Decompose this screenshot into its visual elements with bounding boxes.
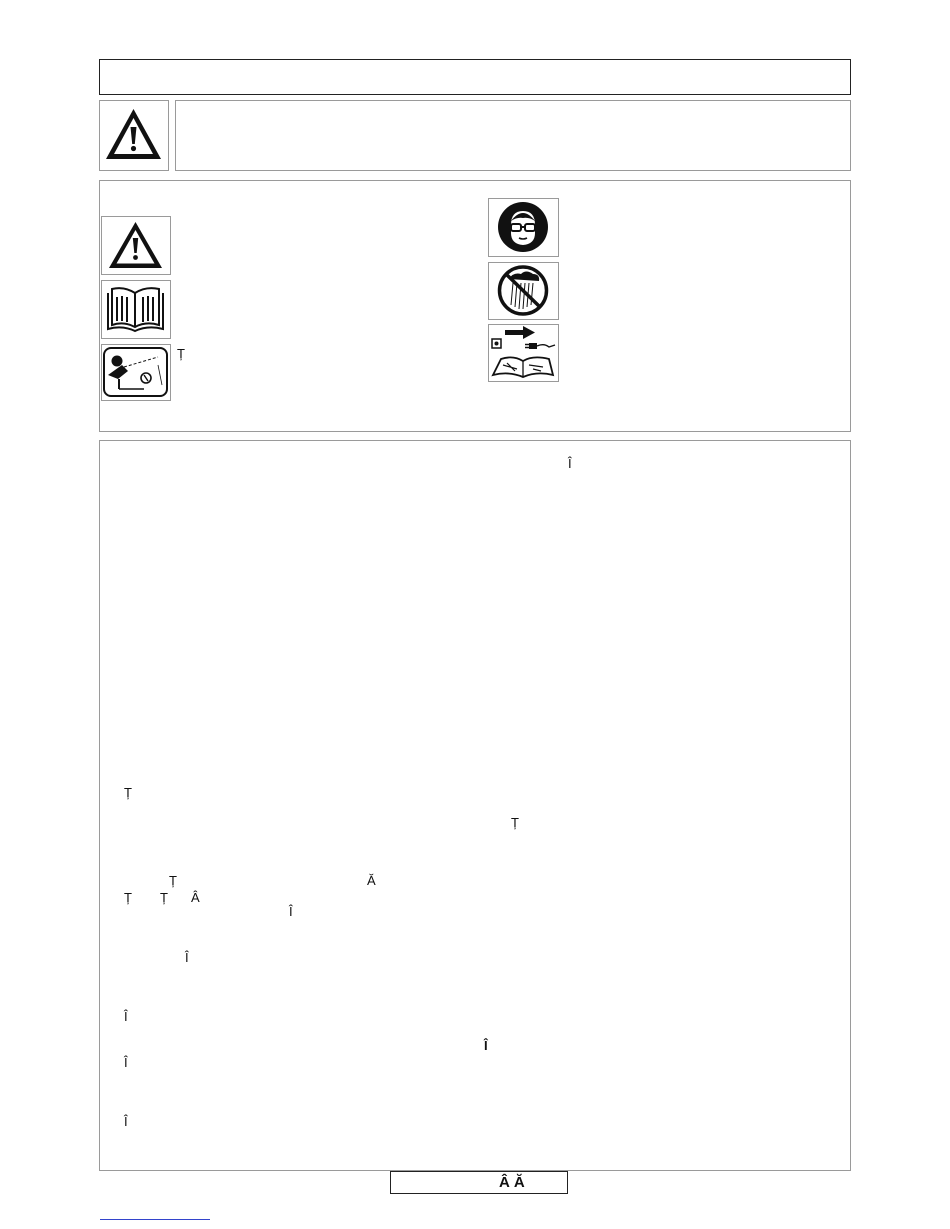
- text-fragment: Î: [289, 904, 293, 919]
- text-fragment: Î: [124, 1009, 128, 1024]
- unplug-before-maintenance-icon: [488, 324, 559, 382]
- warning-triangle-icon: [101, 216, 171, 275]
- thrown-objects-bystanders-icon: [101, 344, 171, 401]
- text-fragment: Ă: [367, 873, 376, 888]
- warning-text-box: [175, 100, 851, 171]
- text-fragment: Î: [484, 1038, 488, 1053]
- bottom-link-underline[interactable]: [100, 1219, 210, 1220]
- bystander-symbol-label: Ț: [177, 346, 185, 361]
- safety-instructions-text-box: [99, 440, 851, 1171]
- page-number-label: ÂĂ: [499, 1174, 529, 1191]
- text-fragment: Î: [185, 950, 189, 965]
- text-fragment: Î: [124, 1055, 128, 1070]
- symbols-legend-box: [99, 180, 851, 432]
- section-title-box: [99, 59, 851, 95]
- text-fragment: Ț: [124, 785, 132, 800]
- wear-eye-protection-icon: [488, 198, 559, 257]
- text-fragment: Î: [568, 456, 572, 471]
- text-fragment: Ț: [511, 815, 519, 830]
- text-fragment: Â: [191, 890, 200, 905]
- text-fragment: Î: [124, 1114, 128, 1129]
- text-fragment: Ț: [160, 890, 168, 905]
- text-fragment: Ț: [124, 890, 132, 905]
- page-number-box: [390, 1171, 568, 1194]
- no-rain-icon: [488, 262, 559, 320]
- text-fragment: Ț: [169, 873, 177, 888]
- read-manual-icon: [101, 280, 171, 339]
- warning-triangle-icon: [99, 100, 169, 171]
